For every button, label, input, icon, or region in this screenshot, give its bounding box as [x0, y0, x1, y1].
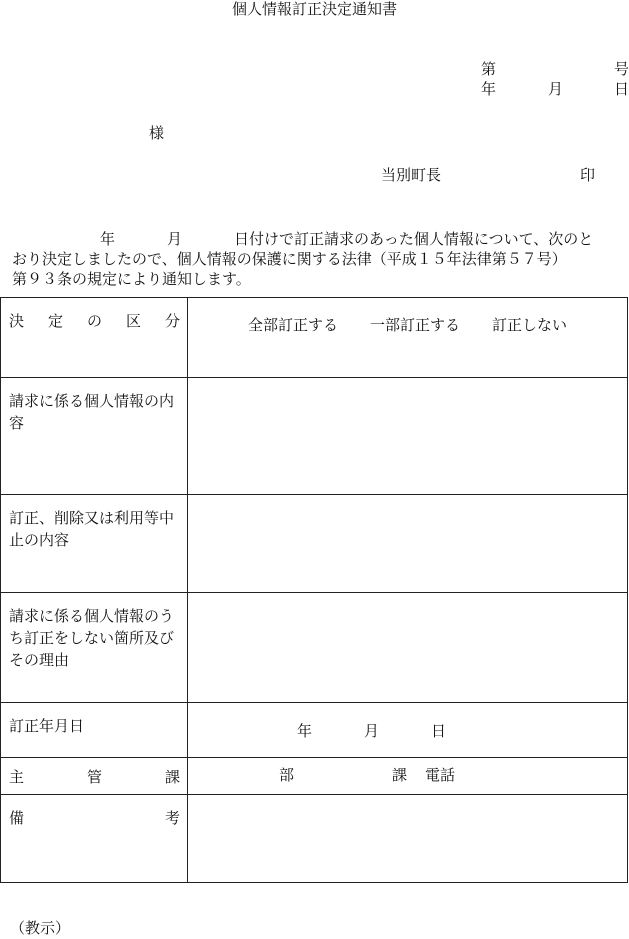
department-tel: 電話 [425, 766, 456, 784]
correction-date-month: 月 [364, 722, 380, 740]
option-full-correction[interactable]: 全部訂正する [247, 316, 338, 334]
notice-body [12, 229, 629, 289]
document-title: 個人情報訂正決定通知書 [231, 0, 397, 18]
department-ka: 課 [392, 766, 408, 784]
department-label [1, 758, 188, 795]
seal-mark: 印 [580, 166, 596, 184]
department-field[interactable] [188, 758, 628, 795]
number-prefix: 第 [481, 60, 497, 78]
decision-form-table [0, 297, 628, 883]
correction-date-field[interactable] [188, 703, 628, 758]
correction-date-label: 訂正年月日 [1, 703, 188, 758]
instruction-heading: （教示） [10, 919, 71, 937]
department-bu: 部 [279, 766, 295, 784]
issue-date-month: 月 [548, 80, 564, 98]
table-row [1, 593, 628, 703]
issue-date-day: 日 [614, 80, 629, 98]
correction-content-field[interactable] [188, 495, 628, 593]
number-suffix: 号 [614, 60, 629, 78]
decision-category-label-text: 決 定 の 区 分 [9, 312, 180, 330]
body-line-3: 第９３条の規定により通知します。 [12, 270, 251, 288]
table-row [1, 758, 628, 795]
decision-options-cell [188, 298, 628, 378]
not-corrected-label: 請求に係る個人情報のうち訂正をしない箇所及びその理由 [1, 593, 188, 703]
decision-category-label [1, 298, 188, 378]
department-label-text: 主 管 課 [9, 768, 180, 786]
requested-info-label: 請求に係る個人情報の内容 [1, 378, 188, 495]
remarks-label-text: 備 考 [9, 809, 180, 827]
table-row [1, 298, 628, 378]
body-month: 月 [167, 230, 183, 248]
addressee-suffix: 様 [149, 124, 165, 142]
option-partial-correction[interactable]: 一部訂正する [369, 316, 460, 334]
issuer-name: 当別町長 [381, 166, 442, 184]
requested-info-field[interactable] [188, 378, 628, 495]
body-line-1 [12, 229, 629, 249]
table-row [1, 495, 628, 593]
correction-date-year: 年 [297, 722, 313, 740]
not-corrected-field[interactable] [188, 593, 628, 703]
table-row [1, 795, 628, 883]
table-row [1, 703, 628, 758]
body-year: 年 [100, 230, 116, 248]
body-line-1-text: 日付けで訂正請求のあった個人情報について、次のと [234, 230, 594, 248]
option-no-correction[interactable]: 訂正しない [492, 316, 568, 334]
body-line-2: おり決定しましたので、個人情報の保護に関する法律（平成１５年法律第５７号） [12, 250, 567, 268]
correction-content-label: 訂正、削除又は利用等中止の内容 [1, 495, 188, 593]
remarks-field[interactable] [188, 795, 628, 883]
table-row [1, 378, 628, 495]
issue-date-year: 年 [481, 80, 497, 98]
correction-date-day: 日 [431, 722, 447, 740]
remarks-label [1, 795, 188, 883]
